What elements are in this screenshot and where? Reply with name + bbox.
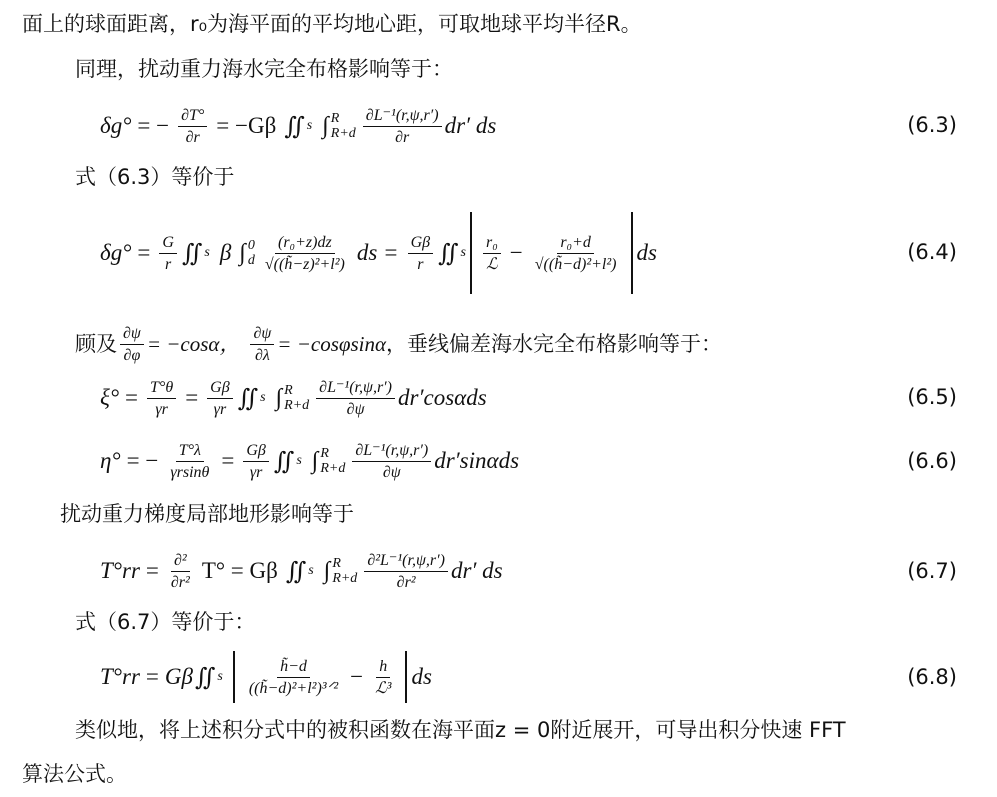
equation-6-6: η° = − $\frac{T^\circ\lambda}{\gamma rsin\theta}$ = $\frac{G\beta}{\gamma r}$ ∬ s ∫ R R+d $\frac{\text{∂L⁻¹(r,ψ,r′)}}{\partial\psi}$ dr′sinαds (100, 441, 520, 481)
equation-number-6-3: (6.3) (907, 113, 957, 137)
text-line-2: 同理，扰动重力海水完全布格影响等于： (75, 57, 453, 81)
equation-number-6-5: (6.5) (907, 385, 957, 409)
text-line-6: 式（6.7）等价于： (75, 610, 256, 634)
text-line-3: 式（6.3）等价于 (75, 165, 235, 189)
equation-6-3: δg° = − $\frac{\partial T^\circ}{\partial r}$ = −Gβ ∬ s ∫ R R+d $\frac{\text{∂L⁻¹(r,ψ,r′)}}{\partial r}$ dr′ ds (100, 106, 497, 146)
equation-6-7: T°rr = $\frac{\text{∂²}}{\text{∂r²}}$ T° = Gβ ∬ s ∫ R R+d $\frac{\text{∂²L⁻¹(r,ψ,r′)}}{\text{∂r²}}$ dr′ ds (100, 551, 503, 591)
text-line-7: 类似地，将上述积分式中的被积函数在海平面z = 0附近展开，可导出积分快速 FFT (75, 718, 846, 742)
text-line-1: 面上的球面距离，r₀为海平面的平均地心距，可取地球平均半径R。 (22, 12, 642, 36)
equation-6-5: ξ° = $\frac{T^\circ\theta}{\gamma r}$ = $\frac{G\beta}{\gamma r}$ ∬ s ∫ R R+d $\frac{\text{∂L⁻¹(r,ψ,r′)}}{\partial\psi}$ dr′cosαds (100, 378, 487, 418)
text-line-4: 顾及 $\frac{\partial\psi}{\partial\varphi}$ = −cosα， $\frac{\partial\psi}{\partial\lambda}$ = −cosφsinα ，垂线偏差海水完全布格影响等于： (75, 324, 723, 364)
equation-number-6-7: (6.7) (907, 559, 957, 583)
equation-6-8: T°rr = Gβ ∬ s $\frac{h̃-d}{\text{((h̃−d)²+l²)³ᐟ²}}$ − $\frac{h}{\text{ℒ³}}$ ds (100, 648, 432, 706)
text-line-5: 扰动重力梯度局部地形影响等于 (60, 502, 354, 526)
equation-number-6-4: (6.4) (907, 240, 957, 264)
text-line-8: 算法公式。 (22, 762, 127, 786)
equation-number-6-8: (6.8) (907, 665, 957, 689)
equation-number-6-6: (6.6) (907, 449, 957, 473)
equation-6-4: δg° = $\frac{G}{r}$ ∬ s β ∫ 0 d $\frac{\text{(r₀+z)dz}}{\text{√((h̃−z)²+l²)}}$ ds = $\frac{G\beta}{r}$ ∬ s $\frac{\text{r₀}}{\text{ℒ}}$ − $\frac{\text{r₀+d}}{\text{√((h̃−d)²+l²)}}$ ds (100, 208, 657, 298)
